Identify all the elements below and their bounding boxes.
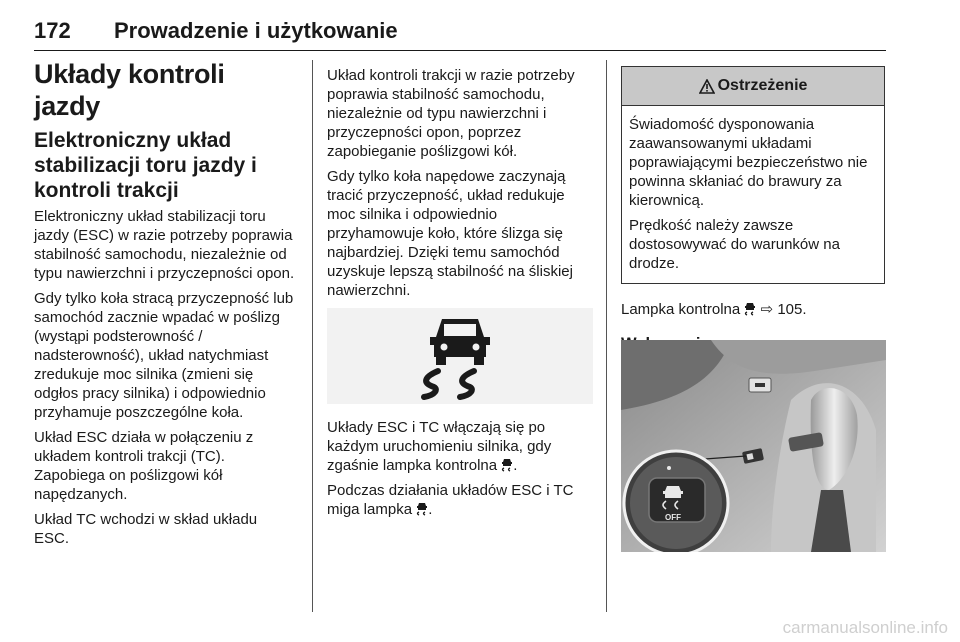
header-rule: [34, 50, 886, 51]
gear-console-illustration: [621, 340, 886, 552]
warning-triangle-icon: [699, 79, 715, 94]
esc-lamp-icon: [501, 458, 513, 472]
paragraph: Układ ESC działa w połączeniu z układem kontroli trakcji (TC). Zapobiega on poślizgowi kół napędzanych.: [34, 429, 254, 503]
running-title: Prowadzenie i użytkowanie: [114, 18, 398, 43]
page-header: [34, 12, 886, 52]
paragraph: Gdy tylko koła napędowe zaczynają tracić przyczepność, układ redukuje moc silnika i odpowiednio przyhamowuje koło, które ślizga się najbardziej. Dzięki temu samochód uzyskuje lepszą stabilność na śliskiej nawierzchni.: [327, 168, 573, 299]
column-3: [621, 66, 886, 364]
lamp-text: Lampka kontrolna: [621, 301, 741, 318]
page-ref-arrow-icon: ⇨: [760, 301, 774, 318]
page-ref: 105.: [777, 301, 807, 318]
console-photo: [621, 340, 886, 552]
page-number: 172: [34, 18, 71, 43]
paragraph-end: .: [513, 457, 518, 474]
column-divider-right: [606, 60, 607, 612]
paragraph: Elektroniczny układ stabilizacji toru jazdy (ESC) w razie potrzeby poprawia stabilność samochodu, niezależnie od typu nawierzchni i przyczepności opon.: [34, 208, 295, 282]
watermark: carmanualsonline.info: [782, 618, 948, 637]
subsection-title: Elektroniczny układ stabilizacji toru jazdy i kontroli trakcji: [34, 129, 257, 202]
paragraph: Układ TC wchodzi w skład układu ESC.: [34, 511, 258, 547]
column-1: [34, 58, 296, 554]
esc-skid-icon: [412, 311, 508, 401]
warning-paragraph: Prędkość należy zawsze dostosowywać do warunków na drodze.: [629, 217, 840, 272]
esc-lamp-icon: [744, 302, 756, 316]
warning-paragraph: Świadomość dysponowania zaawansowanymi układami poprawiającymi bezpieczeństwo nie powinna skłaniać do brawury za kierownicą.: [629, 116, 868, 209]
section-title: Układy kontroli jazdy: [34, 59, 225, 121]
warning-header: [622, 67, 884, 106]
warning-box: [621, 66, 885, 284]
esc-symbol-illustration: [327, 308, 593, 404]
paragraph: Gdy tylko koła stracą przyczepność lub samochód zacznie wpadać w poślizg (wystąpi podsterowność / nadsterowność), układ natychmiast zredukuje moc silnika (zmieni się odgłos pracy silnika) i odpowiednio przyhamuje poszczególne koła.: [34, 290, 294, 421]
paragraph-text: Układy ESC i TC włączają się po każdym uruchomieniu silnika, gdy zgaśnie lampka kontrolna: [327, 419, 552, 474]
esc-off-button-label: OFF: [665, 513, 681, 522]
paragraph: [327, 418, 593, 475]
paragraph: Układ kontroli trakcji w razie potrzeby poprawia stabilność samochodu, niezależnie od typu nawierzchni i przyczepności opon, poprzez zapobieganie poślizgowi kół.: [327, 67, 575, 160]
warning-title: Ostrzeżenie: [717, 77, 808, 94]
column-2: [327, 66, 593, 525]
paragraph-end: .: [428, 501, 433, 518]
esc-lamp-icon: [416, 502, 428, 516]
paragraph-text: Podczas działania układów ESC i TC miga lampka: [327, 482, 574, 518]
lamp-reference: [621, 300, 886, 319]
warning-body: [622, 106, 884, 283]
column-divider-left: [312, 60, 313, 612]
paragraph: [327, 481, 593, 519]
